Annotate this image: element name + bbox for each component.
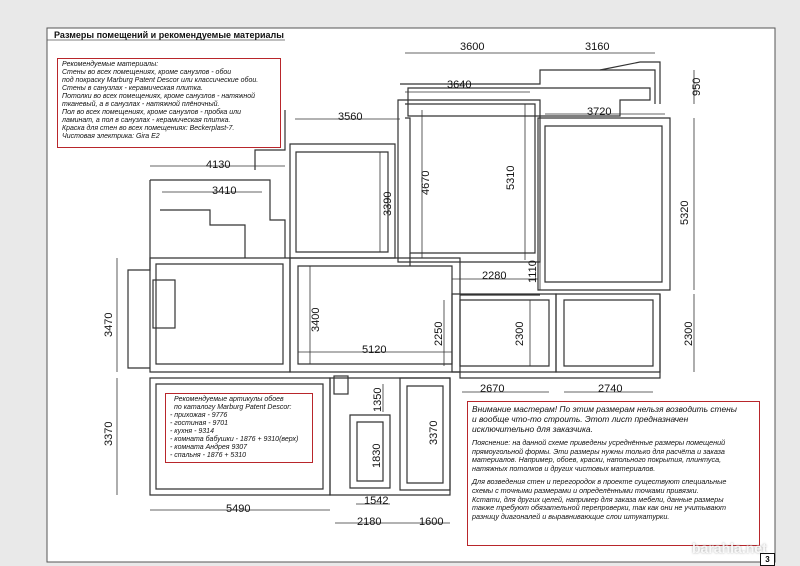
wallpaper-note	[165, 393, 313, 463]
dimension-label: 1350	[372, 387, 384, 412]
dimension-label: 5320	[679, 200, 691, 225]
dimension-label: 5310	[505, 165, 517, 190]
warning-text: схемы с точными размерами и определёнными точками привязки.	[472, 485, 699, 495]
dimension-label: 2300	[683, 321, 695, 346]
dimension-label: 3560	[338, 111, 363, 123]
dimension-label: 3370	[428, 420, 440, 445]
warning-note	[467, 401, 760, 546]
dimension-label: 2280	[482, 270, 507, 282]
dimension-label: 2250	[433, 321, 445, 346]
materials-line: Пол во всех помещениях, кроме санузлов - пробка или	[62, 109, 241, 116]
sheet-title: Размеры помещений и рекомендуемые материалы	[54, 30, 284, 40]
materials-line: ламинат, а пол в санузлах - керамическая плитка.	[62, 117, 231, 124]
wallpaper-heading: по каталогу Marburg Patent Descor:	[174, 404, 292, 411]
dimension-label: 2740	[598, 383, 623, 395]
warning-lead: исключительно для заказчика.	[472, 424, 593, 434]
dimension-label: 3410	[212, 185, 237, 197]
dimension-label: 2180	[357, 516, 382, 528]
dimension-label: 3390	[382, 191, 394, 216]
dimension-label: 1110	[527, 260, 539, 283]
dimension-label: 950	[691, 77, 703, 96]
dimension-label: 3720	[587, 106, 612, 118]
dimension-label: 3470	[103, 312, 115, 337]
materials-line: под покраску Marburg Patent Descor или классические обои.	[62, 77, 259, 84]
warning-text: также требуют обязательной перепроверки, так как они не учитывают	[472, 503, 726, 513]
dimension-label: 1600	[419, 516, 444, 528]
materials-line: Чистовая электрика: Gira E2	[62, 133, 160, 140]
watermark: barahla.net	[692, 540, 767, 556]
wallpaper-item: - комната Андрея 9307	[170, 444, 248, 451]
dimension-label: 3400	[310, 307, 322, 332]
wallpaper-heading: Рекомендуемые артикулы обоев	[174, 396, 284, 403]
warning-text: прямоугольной формы. Эти размеры нужны только для расчёта и заказа	[472, 446, 725, 456]
materials-line: Краска для стен во всех помещениях: Beckerplast-7.	[62, 125, 235, 132]
page-number: 3	[760, 553, 775, 566]
warning-text: Для возведения стен и перегородок в проекте существуют специальные	[472, 477, 727, 487]
materials-line: Стены во всех помещениях, кроме санузлов - обои	[62, 69, 232, 76]
dimension-label: 5120	[362, 344, 387, 356]
dimension-label: 1542	[364, 495, 389, 507]
warning-text: материалов. Например, обоев, краски, напольного покрытия, плинтуса,	[472, 455, 722, 465]
materials-line: Стены в санузлах - керамическая плитка.	[62, 85, 203, 92]
dimension-label: 3640	[447, 79, 472, 91]
dimension-label: 1830	[371, 443, 383, 468]
warning-lead: и вообще что-то строить. Этот лист предназначен	[472, 414, 689, 424]
materials-line: Рекомендуемые материалы:	[62, 61, 159, 68]
dimension-label: 4670	[420, 170, 432, 195]
dimension-label: 2300	[514, 321, 526, 346]
dimension-label: 4130	[206, 159, 231, 171]
wallpaper-item: - гостиная - 9701	[170, 420, 229, 427]
dimension-label: 3600	[460, 41, 485, 53]
materials-note	[57, 58, 281, 148]
dimension-label: 2670	[480, 383, 505, 395]
materials-line: тканевый, а в санузлах - натяжной плёночный.	[62, 101, 220, 108]
wallpaper-item: - комната бабушки - 1876 + 9310(верх)	[170, 436, 299, 443]
wallpaper-item: - спальня - 1876 + 5310	[170, 452, 247, 459]
warning-text: Кстати, для других целей, например для заказа мебели, данные размеры	[472, 494, 724, 504]
warning-lead: Внимание мастерам! По этим размерам нельзя возводить стены	[472, 404, 737, 414]
dimension-label: 5490	[226, 503, 251, 515]
dimension-label: 3160	[585, 41, 610, 53]
warning-text: натяжных потолков и других чистовых материалов.	[472, 463, 656, 473]
warning-text: разницу диагоналей и выравнивающие слои штукатурки.	[472, 511, 670, 521]
dimension-label: 3370	[103, 421, 115, 446]
wallpaper-item: - кухня - 9314	[170, 428, 214, 435]
wallpaper-item: - прихожая - 9776	[170, 412, 228, 419]
warning-text: Пояснение: на данной схеме приведены усреднённые размеры помещений	[472, 438, 726, 447]
materials-line: Потолки во всех помещениях, кроме санузлов - натяжной	[62, 93, 256, 100]
